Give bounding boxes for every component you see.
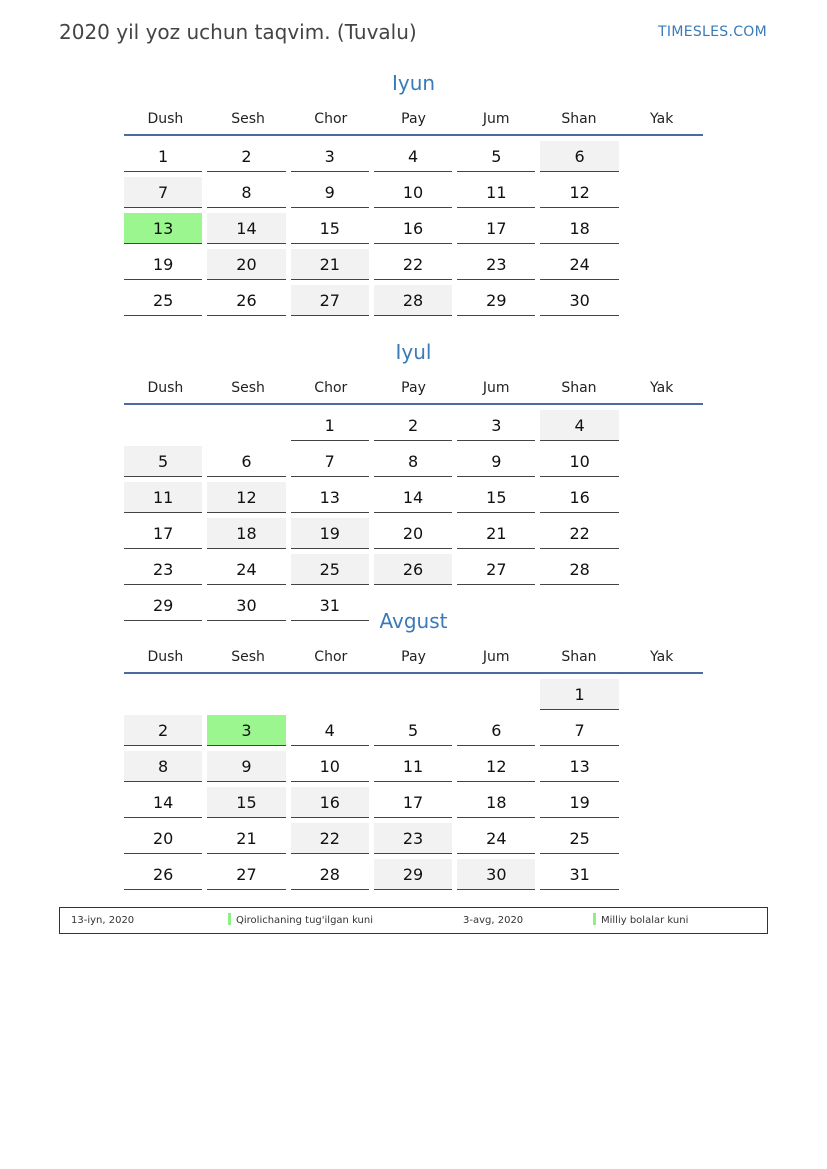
day-cell [124, 177, 207, 213]
day-grid [124, 141, 703, 357]
day-number: 11 [457, 177, 535, 208]
day-cell [540, 141, 623, 177]
day-cell [207, 285, 290, 321]
weekday-header [124, 373, 703, 405]
day-number: 21 [457, 518, 535, 549]
legend-holiday-name: Milliy bolalar kuni [601, 915, 689, 926]
day-number: 9 [291, 177, 369, 208]
day-cell [540, 859, 623, 895]
day-number: 1 [291, 410, 369, 441]
month-name: Iyul [395, 340, 432, 364]
day-number: 7 [540, 715, 618, 746]
day-cell [291, 787, 374, 823]
weekday-label: Shan [561, 380, 597, 396]
day-cell [457, 482, 540, 518]
day-cell [207, 823, 290, 859]
weekday-label: Shan [561, 111, 597, 127]
day-cell [457, 823, 540, 859]
day-number: 30 [457, 859, 535, 890]
day-cell [124, 249, 207, 285]
brand-link[interactable]: TIMESLES.COM [658, 24, 767, 40]
day-cell [457, 751, 540, 787]
day-cell [291, 518, 374, 554]
day-number: 13 [540, 751, 618, 782]
day-number: 19 [124, 249, 202, 280]
day-cell [374, 482, 457, 518]
day-number: 4 [291, 715, 369, 746]
day-grid [124, 679, 703, 931]
day-cell [457, 285, 540, 321]
day-number: 28 [291, 859, 369, 890]
day-number: 3 [207, 715, 285, 746]
day-number: 20 [124, 823, 202, 854]
day-number: 15 [207, 787, 285, 818]
day-cell [291, 859, 374, 895]
day-cell [124, 787, 207, 823]
day-number: 17 [374, 787, 452, 818]
day-number: 6 [540, 141, 618, 172]
day-cell [124, 482, 207, 518]
day-number: 14 [207, 213, 285, 244]
day-number: 4 [540, 410, 618, 441]
day-cell [457, 518, 540, 554]
day-number: 6 [457, 715, 535, 746]
day-number: 13 [291, 482, 369, 513]
day-cell [374, 859, 457, 895]
day-number: 6 [207, 446, 285, 477]
day-cell [291, 554, 374, 590]
day-number: 30 [540, 285, 618, 316]
day-number: 20 [374, 518, 452, 549]
month-august [124, 608, 703, 931]
day-number: 16 [540, 482, 618, 513]
day-number: 18 [457, 787, 535, 818]
month-july [124, 339, 703, 626]
day-number: 22 [540, 518, 618, 549]
day-number: 24 [540, 249, 618, 280]
day-number: 27 [457, 554, 535, 585]
weekday-label: Dush [147, 649, 184, 665]
day-cell [207, 751, 290, 787]
day-number: 8 [124, 751, 202, 782]
day-cell [291, 823, 374, 859]
day-cell [124, 213, 207, 249]
weekday-label: Pay [401, 111, 426, 127]
day-number: 17 [457, 213, 535, 244]
day-cell [540, 285, 623, 321]
day-number: 19 [540, 787, 618, 818]
day-grid [124, 410, 703, 626]
day-number: 21 [291, 249, 369, 280]
day-number: 24 [457, 823, 535, 854]
day-number: 30 [207, 590, 285, 621]
day-number: 4 [374, 141, 452, 172]
day-cell [291, 285, 374, 321]
weekday-label: Pay [401, 380, 426, 396]
day-cell [374, 751, 457, 787]
day-cell [207, 554, 290, 590]
day-cell [124, 554, 207, 590]
day-cell [291, 410, 374, 446]
day-cell [291, 177, 374, 213]
day-cell [374, 141, 457, 177]
day-number: 23 [124, 554, 202, 585]
day-number: 12 [540, 177, 618, 208]
day-number: 10 [374, 177, 452, 208]
day-cell [457, 410, 540, 446]
day-cell [540, 751, 623, 787]
weekday-label: Sesh [231, 111, 265, 127]
day-number: 14 [374, 482, 452, 513]
day-cell [207, 482, 290, 518]
weekday-label: Dush [147, 111, 184, 127]
day-number: 23 [374, 823, 452, 854]
empty-cell [291, 679, 374, 715]
day-cell [207, 787, 290, 823]
day-cell [540, 410, 623, 446]
day-cell [207, 518, 290, 554]
day-cell [291, 141, 374, 177]
weekday-label: Yak [650, 111, 674, 127]
day-number: 26 [124, 859, 202, 890]
day-cell [457, 859, 540, 895]
month-name: Iyun [391, 71, 436, 95]
empty-cell [374, 679, 457, 715]
day-cell [374, 177, 457, 213]
day-cell [291, 213, 374, 249]
day-cell [540, 249, 623, 285]
day-number: 12 [207, 482, 285, 513]
day-number: 22 [374, 249, 452, 280]
day-number: 23 [457, 249, 535, 280]
day-number: 8 [374, 446, 452, 477]
day-cell [207, 446, 290, 482]
holiday-color-swatch [228, 913, 231, 925]
day-number: 3 [457, 410, 535, 441]
day-cell [540, 715, 623, 751]
day-cell [457, 141, 540, 177]
day-cell [124, 446, 207, 482]
weekday-header [124, 104, 703, 136]
day-cell [124, 715, 207, 751]
day-cell [540, 787, 623, 823]
day-cell [457, 177, 540, 213]
day-number: 2 [124, 715, 202, 746]
day-number: 10 [291, 751, 369, 782]
day-number: 17 [124, 518, 202, 549]
day-cell [374, 410, 457, 446]
day-number: 16 [291, 787, 369, 818]
legend-entry [228, 908, 373, 933]
weekday-label: Pay [401, 649, 426, 665]
weekday-label: Yak [650, 649, 674, 665]
day-number: 10 [540, 446, 618, 477]
day-number: 18 [207, 518, 285, 549]
day-number: 29 [374, 859, 452, 890]
day-number: 15 [457, 482, 535, 513]
day-cell [291, 751, 374, 787]
day-number: 13 [124, 213, 202, 244]
day-cell [374, 285, 457, 321]
page-title: 2020 yil yoz uchun taqvim. (Tuvalu) [59, 20, 417, 44]
day-number: 19 [291, 518, 369, 549]
day-cell [124, 518, 207, 554]
holiday-color-swatch [593, 913, 596, 925]
empty-cell [207, 410, 290, 446]
weekday-label: Yak [650, 380, 674, 396]
day-cell [540, 482, 623, 518]
day-number: 24 [207, 554, 285, 585]
day-number: 9 [207, 751, 285, 782]
weekday-header [124, 642, 703, 674]
day-cell [374, 213, 457, 249]
day-cell [374, 249, 457, 285]
day-cell [124, 751, 207, 787]
day-number: 7 [124, 177, 202, 208]
day-cell [540, 177, 623, 213]
weekday-label: Sesh [231, 649, 265, 665]
day-cell [374, 554, 457, 590]
day-number: 31 [540, 859, 618, 890]
day-cell [540, 446, 623, 482]
day-cell [124, 141, 207, 177]
day-cell [457, 554, 540, 590]
day-number: 28 [374, 285, 452, 316]
day-number: 5 [374, 715, 452, 746]
day-number: 14 [124, 787, 202, 818]
day-cell [457, 715, 540, 751]
day-number: 5 [124, 446, 202, 477]
day-number: 15 [291, 213, 369, 244]
day-cell [374, 787, 457, 823]
day-number: 2 [374, 410, 452, 441]
day-number: 11 [124, 482, 202, 513]
day-cell [124, 823, 207, 859]
day-number: 12 [457, 751, 535, 782]
day-number: 25 [540, 823, 618, 854]
day-number: 3 [291, 141, 369, 172]
day-cell [374, 715, 457, 751]
day-cell [457, 787, 540, 823]
empty-cell [124, 410, 207, 446]
day-number: 20 [207, 249, 285, 280]
day-number: 11 [374, 751, 452, 782]
day-cell [291, 482, 374, 518]
day-cell [207, 859, 290, 895]
day-cell [457, 249, 540, 285]
day-cell [124, 859, 207, 895]
day-cell [207, 249, 290, 285]
day-cell [291, 715, 374, 751]
weekday-label: Sesh [231, 380, 265, 396]
weekday-label: Chor [314, 111, 348, 127]
day-number: 7 [291, 446, 369, 477]
day-number: 29 [457, 285, 535, 316]
day-number: 21 [207, 823, 285, 854]
month-june [124, 70, 703, 357]
day-cell [540, 823, 623, 859]
day-number: 16 [374, 213, 452, 244]
weekday-label: Chor [314, 649, 348, 665]
empty-cell [207, 679, 290, 715]
holiday-legend [59, 907, 768, 934]
day-cell [124, 285, 207, 321]
legend-entry [593, 908, 688, 933]
weekday-label: Chor [314, 380, 348, 396]
day-cell [540, 679, 623, 715]
day-cell [457, 446, 540, 482]
day-number: 28 [540, 554, 618, 585]
day-cell [457, 213, 540, 249]
day-number: 1 [124, 141, 202, 172]
day-number: 25 [291, 554, 369, 585]
legend-date: 3-avg, 2020 [463, 915, 524, 926]
day-cell [207, 141, 290, 177]
day-cell [291, 249, 374, 285]
weekday-label: Dush [147, 380, 184, 396]
day-number: 26 [374, 554, 452, 585]
weekday-label: Jum [482, 649, 510, 665]
day-cell [374, 823, 457, 859]
day-number: 31 [291, 590, 369, 621]
day-cell [207, 213, 290, 249]
day-cell [374, 518, 457, 554]
day-number: 29 [124, 590, 202, 621]
day-cell [207, 177, 290, 213]
empty-cell [457, 679, 540, 715]
day-number: 8 [207, 177, 285, 208]
day-number: 26 [207, 285, 285, 316]
day-number: 18 [540, 213, 618, 244]
day-cell [291, 446, 374, 482]
legend-date: 13-iyn, 2020 [71, 915, 135, 926]
day-number: 1 [540, 679, 618, 710]
day-number: 27 [291, 285, 369, 316]
day-number: 2 [207, 141, 285, 172]
day-number: 25 [124, 285, 202, 316]
month-name: Avgust [379, 609, 448, 633]
day-cell [540, 554, 623, 590]
day-number: 9 [457, 446, 535, 477]
weekday-label: Shan [561, 649, 597, 665]
day-number: 27 [207, 859, 285, 890]
weekday-label: Jum [482, 111, 510, 127]
legend-holiday-name: Qirolichaning tug'ilgan kuni [236, 915, 374, 926]
day-cell [207, 715, 290, 751]
day-cell [374, 446, 457, 482]
day-cell [540, 213, 623, 249]
day-number: 22 [291, 823, 369, 854]
empty-cell [124, 679, 207, 715]
day-cell [540, 518, 623, 554]
weekday-label: Jum [482, 380, 510, 396]
day-number: 5 [457, 141, 535, 172]
